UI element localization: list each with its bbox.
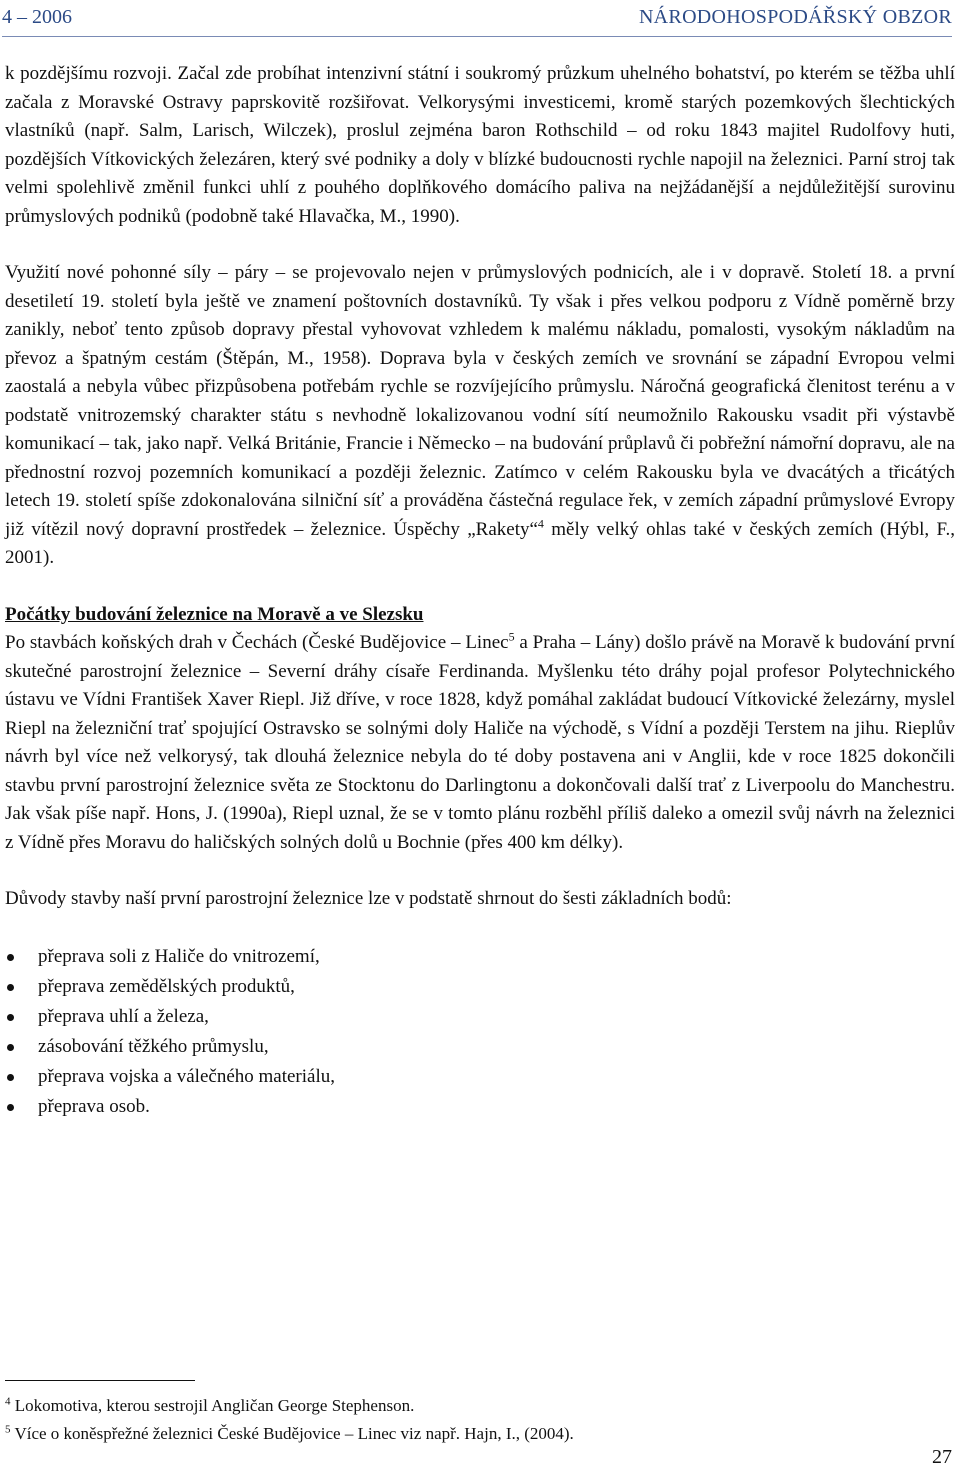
journal-title: NÁRODOHOSPODÁŘSKÝ OBZOR — [638, 6, 952, 28]
list-item — [5, 1032, 955, 1062]
list-item — [5, 942, 955, 972]
list-item-text: přeprava osob. — [38, 1095, 150, 1117]
reasons-list — [5, 942, 955, 1122]
footnote-ref-5[interactable]: 5 — [508, 629, 515, 644]
paragraph-3-text: Po stavbách koňských drah v Čechách (České Budějovice – Linec — [5, 632, 509, 653]
bullet-icon — [7, 1074, 14, 1081]
paragraph-4: Důvody stavby naší první parostrojní železnice lze v podstatě shrnout do šesti základních bodů: — [5, 888, 732, 909]
list-item-text: přeprava soli z Haliče do vnitrozemí, — [38, 945, 320, 967]
issue-label: 4 – 2006 — [2, 6, 72, 28]
list-item — [5, 1002, 955, 1032]
footnote-text: Více o koněspřežné železnici České Budějovice – Linec viz např. Hajn, I., (2004). — [10, 1424, 574, 1443]
footnote-5 — [5, 1420, 945, 1448]
paragraph-1: k pozdějšímu rozvoji. Začal zde probíhat intenzivní státní i soukromý průzkum uhelného bohatství, po kterém se těžba uhlí začala z Moravské Ostravy paprskovitě rozšiřovat. Velkorysými investicemi, kromě starých pozemkových šlechtických vlastníků (např. Salm, Larisch, Wilczek), proslul zejména baron Rothschild – od roku 1843 majitel Rudolfovy huti, pozdějších Vítkovických železáren, který své podniky a doly v blízké budoucnosti rychle napojil na železnici. Parní stroj tak velmi spolehlivě změnil funkci uhlí z pouhého doplňkového domácího paliva na nejžádanější a nejdůležitější surovinu průmyslových podniků (podobně také Hlavačka, M., 1990). — [5, 63, 955, 227]
page-header — [2, 2, 952, 37]
list-item-text: přeprava zemědělských produktů, — [38, 975, 295, 997]
bullet-icon — [7, 954, 14, 961]
bullet-icon — [7, 1104, 14, 1111]
paragraph-2-text: Využití nové pohonné síly – páry – se projevovalo nejen v průmyslových podnicích, ale i v dopravě. Století 18. a první desetiletí 19. století byla ještě ve znamení poštovních dostavníků. Ty však i přes velkou podporu z Vídně poměrně brzy zanikly, neboť tento způsob dopravy přestal vyhovovat vzhledem k malému nákladu, pomalosti, vysokým nákladům na převoz a špatným cestám (Štěpán, M., 1958). Doprava byla v českých zemích ve srovnání se západní Evropou velmi zaostalá a nebyla vůbec přizpůsobena potřebám rychle se rozvíjejícího průmyslu. Náročná geografická členitost terénu a v podstatě vnitrozemský charakter státu s nevhodně lokalizovanou vodní sítí neumožnilo Rakousku vsadit při výstavbě komunikací – tak, jako např. Velká Británie, Francie i Německo – na budování průplavů či pobřežní námořní dopravu, ale na přednostní rozvoj pozemních komunikací a později železnic. Zatímco v celém Rakousku byla ve dvacátých a třicátých letech 19. století spíše zdokonalována silniční síť a prováděna částečná regulace řek, v zemích západní průmyslové Evropy již vítězil nový dopravní prostředek – železnice. Úspěchy „Rakety“ — [5, 262, 955, 540]
list-item — [5, 1062, 955, 1092]
list-item-text: přeprava vojska a válečného materiálu, — [38, 1065, 335, 1087]
article-body — [5, 60, 955, 1122]
footnote-divider — [5, 1380, 195, 1381]
footnote-4 — [5, 1392, 945, 1420]
list-item — [5, 972, 955, 1002]
footnotes — [5, 1392, 945, 1448]
footnote-number: 4 — [5, 1395, 11, 1408]
bullet-icon — [7, 1044, 14, 1051]
list-item-text: přeprava uhlí a železa, — [38, 1005, 209, 1027]
page-number: 27 — [932, 1446, 952, 1468]
bullet-icon — [7, 1014, 14, 1021]
footnote-number: 5 — [5, 1423, 11, 1436]
paragraph-2 — [5, 259, 955, 573]
paragraph-3-text-end: a Praha – Lány) došlo právě na Moravě k budování první skutečné parostrojní železnice – Severní dráhy císaře Ferdinanda. Myšlenku této dráhy pojal profesor Polytechnického ústavu ve Vídni František Xaver Riepl. Již dříve, v roce 1828, když pomáhal zakládat budoucí Vítkovické železárny, myslel Riepl na železniční trať spojující Ostravsko se solnými doly Haliče na východě, s Vídní a později Terstem na jihu. Rieplův návrh byl více než velkorysý, tak dlouhá železnice nebyla do té doby postavena ani v Anglii, kde v roce 1825 dokončili stavbu první parostrojní železnice světa ze Stocktonu do Darlingtonu a dokončovali další trať z Liverpoolu do Manchestru. Jak však píše např. Hons, J. (1990a), Riepl uznal, že se v tomto plánu rozběhl příliš daleko a omezil svůj návrh na železnici z Vídně přes Moravu do haličských solných dolů u Bochnie (přes 400 km délky). — [5, 632, 956, 853]
bullet-icon — [7, 984, 14, 991]
paragraph-2-text-end: měly velký ohlas také v českých zemích (Hýbl, F., 2001). — [5, 518, 955, 568]
list-item — [5, 1092, 955, 1122]
section-heading: Počátky budování železnice na Moravě a ve Slezsku — [5, 603, 424, 625]
list-item-text: zásobování těžkého průmyslu, — [38, 1035, 269, 1057]
footnote-text: Lokomotiva, kterou sestrojil Angličan George Stephenson. — [10, 1396, 415, 1415]
footnote-ref-4[interactable]: 4 — [537, 516, 544, 531]
paragraph-3 — [5, 629, 955, 857]
